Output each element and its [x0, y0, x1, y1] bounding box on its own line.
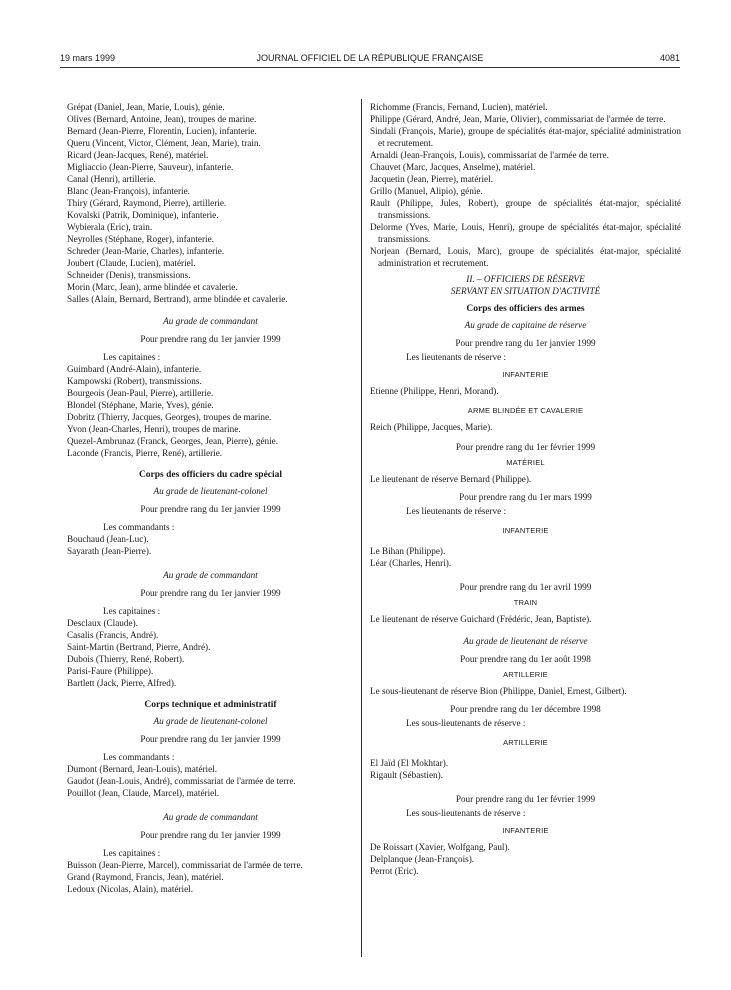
list-item: Kampowski (Robert), transmissions.: [67, 376, 202, 386]
list-item: Delplanque (Jean-François).: [370, 854, 475, 864]
list-item: Bourgeois (Jean-Paul, Pierre), artillerie.: [67, 388, 214, 398]
branch-heading: ARME BLINDÉE ET CAVALERIE: [467, 406, 584, 415]
list-item: Le Bihan (Philippe).: [370, 546, 446, 556]
list-item: Arnaldi (Jean-François, Louis), commissariat de l'armée de terre.: [370, 150, 609, 160]
list-item: Jacquetin (Jean, Pierre), matériel.: [370, 174, 493, 184]
list-item: Pouillot (Jean, Claude, Marcel), matériel.: [67, 788, 220, 798]
rank-date: Pour prendre rang du 1er janvier 1999: [140, 334, 281, 344]
list-item: Canal (Henri), artillerie.: [67, 174, 156, 184]
list-item: Olives (Bernard, Antoine, Jean), troupes de marine.: [67, 114, 257, 124]
page-header: [60, 53, 680, 67]
list-item: Blanc (Jean-François), infanterie.: [67, 186, 190, 196]
list-item: Richomme (Francis, Fernand, Lucien), matériel.: [370, 102, 548, 112]
list-item: Léar (Charles, Henri).: [370, 558, 452, 568]
list-item: Sindali (François, Marie), groupe de spécialités état-major, spécialité administration et recrutement.: [370, 126, 681, 148]
rank-date: Pour prendre rang du 1er janvier 1999: [140, 830, 281, 840]
list-lead: Les capitaines :: [103, 606, 161, 616]
list-item: Delorme (Yves, Marie, Louis, Henri), groupe de spécialités état-major, spécialité transmissions.: [370, 222, 681, 244]
list-item: Laconde (Francis, Pierre, René), artillerie.: [67, 448, 223, 458]
list-item: Gaudot (Jean-Louis, André), commissariat de l'armée de terre.: [67, 776, 296, 786]
branch-heading: ARTILLERIE: [503, 738, 548, 747]
list-item: Grépat (Daniel, Jean, Marie, Louis), génie.: [67, 102, 225, 112]
list-item: Grand (Raymond, Francis, Jean), matériel.: [67, 872, 224, 882]
list-lead: Les sous-lieutenants de réserve :: [406, 808, 526, 818]
branch-heading: INFANTERIE: [502, 370, 549, 379]
header-page-number: 4081: [659, 53, 680, 63]
list-item: Dobritz (Thierry, Jacques, Georges), troupes de marine.: [67, 412, 272, 422]
rank-date: Pour prendre rang du 1er mars 1999: [459, 492, 592, 502]
list-item: Blondel (Stéphane, Marie, Yves), génie.: [67, 400, 214, 410]
grade-heading: Au grade de lieutenant-colonel: [153, 716, 268, 726]
grade-heading: Au grade de commandant: [163, 812, 258, 822]
list-item: Casalis (Francis, André).: [67, 630, 159, 640]
list-item: Le sous-lieutenant de réserve Bion (Philippe, Daniel, Ernest, Gilbert).: [370, 686, 627, 696]
rank-date: Pour prendre rang du 1er janvier 1999: [140, 504, 281, 514]
list-item: Thiry (Gérard, Raymond, Pierre), artillerie.: [67, 198, 227, 208]
list-item: Bouchaud (Jean-Luc).: [67, 534, 149, 544]
grade-heading: Au grade de lieutenant de réserve: [463, 636, 588, 646]
corps-heading: Corps des officiers des armes: [466, 304, 585, 314]
list-item: Bernard (Jean-Pierre, Florentin, Lucien), infanterie.: [67, 126, 257, 136]
rank-date: Pour prendre rang du 1er janvier 1999: [140, 734, 281, 744]
header-date: 19 mars 1999: [60, 53, 116, 63]
rank-date: Pour prendre rang du 1er décembre 1998: [450, 704, 601, 714]
list-item: Queru (Vincent, Victor, Clément, Jean, Marie), train.: [67, 138, 261, 148]
right-column: [370, 101, 681, 877]
list-item: Ledoux (Nicolas, Alain), matériel.: [67, 884, 194, 894]
grade-heading: Au grade de lieutenant-colonel: [153, 486, 268, 496]
grade-heading: SERVANT EN SITUATION D'ACTIVITÉ: [450, 286, 601, 296]
column-divider: [361, 99, 362, 957]
list-item: Buisson (Jean-Pierre, Marcel), commissariat de l'armée de terre.: [67, 860, 303, 870]
header-journal-title: JOURNAL OFFICIEL DE LA RÉPUBLIQUE FRANÇAISE: [256, 53, 484, 63]
list-item: Yvon (Jean-Charles, Henri), troupes de marine.: [67, 424, 241, 434]
branch-heading: ARTILLERIE: [503, 670, 548, 679]
list-item: Grillo (Manuel, Alipio), génie.: [370, 186, 483, 196]
grade-heading: Au grade de capitaine de réserve: [464, 320, 587, 330]
list-item: Quezel-Ambrunaz (Franck, Georges, Jean, Pierre), génie.: [67, 436, 279, 446]
list-item: El Jaïd (El Mokhtar).: [370, 758, 449, 768]
list-item: De Roissart (Xavier, Wolfgang, Paul).: [370, 842, 510, 852]
list-item: Parisi-Faure (Philippe).: [67, 666, 154, 676]
list-item: Joubert (Claude, Lucien), matériel.: [67, 258, 196, 268]
left-column: [67, 101, 354, 895]
rank-date: Pour prendre rang du 1er avril 1999: [459, 582, 592, 592]
list-item: Le lieutenant de réserve Guichard (Frédéric, Jean, Baptiste).: [370, 614, 592, 624]
branch-heading: INFANTERIE: [502, 826, 549, 835]
list-item: Bartlett (Jack, Pierre, Alfred).: [67, 678, 177, 688]
rank-date: Pour prendre rang du 1er août 1998: [460, 654, 591, 664]
header-rule: [60, 67, 680, 68]
list-item: Desclaux (Claude).: [67, 618, 138, 628]
corps-heading: Corps des officiers du cadre spécial: [138, 470, 283, 480]
list-item: Schneider (Denis), transmissions.: [67, 270, 191, 280]
list-lead: Les lieutenants de réserve :: [406, 506, 506, 516]
list-item: Perrot (Eric).: [370, 866, 419, 876]
list-item: Saint-Martin (Bertrand, Pierre, André).: [67, 642, 211, 652]
list-item: Rault (Philippe, Jules, Robert), groupe de spécialités état-major, spécialité transmissions.: [370, 198, 681, 220]
list-item: Schreder (Jean-Marie, Charles), infanterie.: [67, 246, 225, 256]
list-item: Chauvet (Marc, Jacques, Anselme), matériel.: [370, 162, 536, 172]
branch-heading: INFANTERIE: [502, 526, 549, 535]
list-item: Philippe (Gérard, André, Jean, Marie, Olivier), commissariat de l'armée de terre.: [370, 114, 666, 124]
list-item: Salles (Alain, Bernard, Bertrand), arme blindée et cavalerie.: [67, 294, 288, 304]
rank-date: Pour prendre rang du 1er février 1999: [455, 442, 596, 452]
list-item: Le lieutenant de réserve Bernard (Philippe).: [370, 474, 532, 484]
list-lead: Les lieutenants de réserve :: [406, 352, 506, 362]
list-lead: Les sous-lieutenants de réserve :: [406, 718, 526, 728]
list-item: Neyrolles (Stéphane, Roger), infanterie.: [67, 234, 214, 244]
branch-heading: TRAIN: [513, 598, 538, 607]
list-item: Etienne (Philippe, Henri, Morand).: [370, 386, 499, 396]
grade-heading: Au grade de commandant: [163, 316, 258, 326]
rank-date: Pour prendre rang du 1er février 1999: [455, 794, 596, 804]
corps-heading: Corps technique et administratif: [144, 700, 277, 710]
list-item: Sayarath (Jean-Pierre).: [67, 546, 152, 556]
list-item: Dubois (Thierry, René, Robert).: [67, 654, 185, 664]
list-item: Rigault (Sébastien).: [370, 770, 443, 780]
list-item: Wybierala (Eric), train.: [67, 222, 153, 232]
list-item: Reich (Philippe, Jacques, Marie).: [370, 422, 493, 432]
rank-date: Pour prendre rang du 1er janvier 1999: [455, 338, 596, 348]
list-lead: Les capitaines :: [103, 352, 161, 362]
grade-heading: Au grade de commandant: [163, 570, 258, 580]
list-item: Dumont (Bernard, Jean-Louis), matériel.: [67, 764, 218, 774]
rank-date: Pour prendre rang du 1er janvier 1999: [140, 588, 281, 598]
branch-heading: MATÉRIEL: [506, 458, 545, 467]
list-item: Morin (Marc, Jean), arme blindée et cavalerie.: [67, 282, 238, 292]
grade-heading: II. – OFFICIERS DE RÉSERVE: [466, 274, 585, 284]
list-item: Norjean (Bernard, Louis, Marc), groupe de spécialités état-major, spécialité administration et recrutement.: [370, 246, 681, 268]
list-lead: Les commandants :: [103, 522, 175, 532]
list-item: Ricard (Jean-Jacques, René), matériel.: [67, 150, 209, 160]
list-item: Guimbard (André-Alain), infanterie.: [67, 364, 202, 374]
list-lead: Les commandants :: [103, 752, 175, 762]
list-item: Migliaccio (Jean-Pierre, Sauveur), infanterie.: [67, 162, 234, 172]
list-lead: Les capitaines :: [103, 848, 161, 858]
list-item: Kovalski (Patrik, Dominique), infanterie.: [67, 210, 219, 220]
